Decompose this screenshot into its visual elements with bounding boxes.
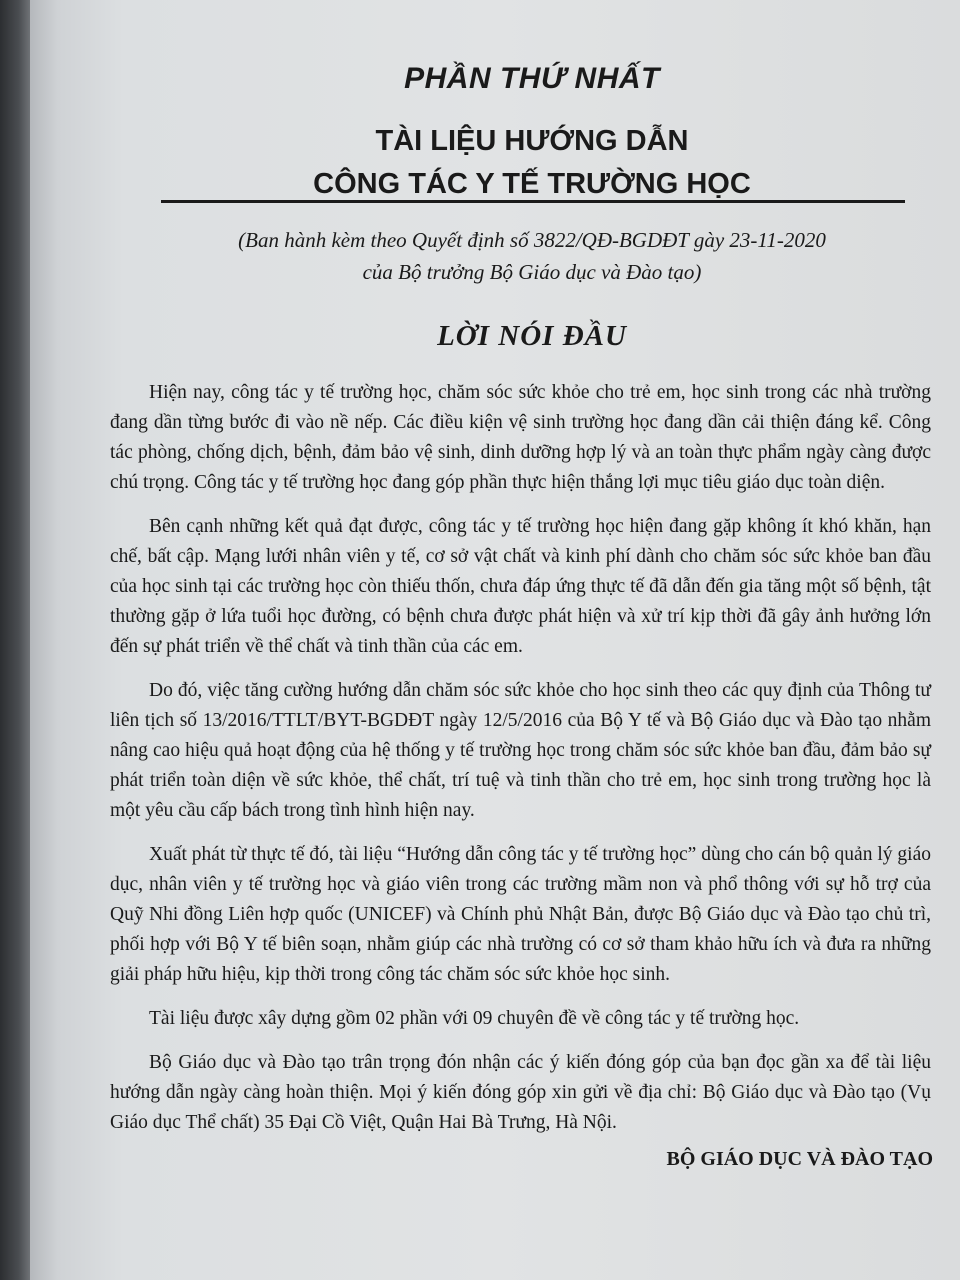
- paragraph-3: Do đó, việc tăng cường hướng dẫn chăm sóc sức khỏe cho học sinh theo các quy định của Thông tư liên tịch số 13/2016/TTLT/BYT-BGDĐT ngày 12/5/2016 của Bộ Y tế và Bộ Giáo dục và Đào tạo nhằm nâng cao hiệu quả hoạt động của hệ thống y tế trường học trong chăm sóc sức khỏe ban đầu, đảm bảo sự phát triển toàn diện về sức khỏe, thể chất, trí tuệ và tinh thần cho trẻ em, học sinh trong trường học là một yêu cầu cấp bách trong tình hình hiện nay.: [110, 680, 931, 821]
- paragraph-1: Hiện nay, công tác y tế trường học, chăm sóc sức khỏe cho trẻ em, học sinh trong các nhà trường đang dần từng bước đi vào nề nếp. Các điều kiện vệ sinh trường học đang dần cải thiện đáng kể. Công tác phòng, chống dịch, bệnh, đảm bảo vệ sinh, dinh dưỡng hợp lý và an toàn thực phẩm ngày càng được chú trọng. Công tác y tế trường học đang góp phần thực hiện thắng lợi mục tiêu giáo dục toàn diện.: [110, 382, 931, 493]
- paragraph-6: Bộ Giáo dục và Đào tạo trân trọng đón nhận các ý kiến đóng góp của bạn đọc gần xa để tài liệu hướng dẫn ngày càng hoàn thiện. Mọi ý kiến đóng góp xin gửi về địa chỉ: Bộ Giáo dục và Đào tạo (Vụ Giáo dục Thể chất) 35 Đại Cồ Việt, Quận Hai Bà Trưng, Hà Nội.: [110, 1052, 931, 1133]
- document-page: [30, 0, 960, 1280]
- issuance-note: [30, 224, 960, 288]
- part-heading: PHẦN THỨ NHẤT: [404, 62, 660, 95]
- title-line-2: CÔNG TÁC Y TẾ TRƯỜNG HỌC: [313, 168, 751, 200]
- book-spine-shadow: [0, 0, 34, 1280]
- preface-body: [110, 378, 931, 1152]
- document-title: [30, 120, 960, 206]
- paragraph-4: Xuất phát từ thực tế đó, tài liệu “Hướng dẫn công tác y tế trường học” dùng cho cán bộ quản lý giáo dục, nhân viên y tế trường học và giáo viên trong các trường mầm non và phổ thông với sự hỗ trợ của Quỹ Nhi đồng Liên hợp quốc (UNICEF) và Chính phủ Nhật Bản, được Bộ Giáo dục và Đào tạo chủ trì, phối hợp với Bộ Y tế biên soạn, nhằm giúp các nhà trường có cơ sở tham khảo hữu ích và đưa ra những giải pháp hữu hiệu, kịp thời trong công tác chăm sóc sức khỏe học sinh.: [110, 844, 931, 985]
- issuance-line-1: (Ban hành kèm theo Quyết định số 3822/QĐ-BGDĐT gày 23-11-2020: [238, 228, 826, 252]
- signature: BỘ GIÁO DỤC VÀ ĐÀO TẠO: [666, 1148, 933, 1170]
- issuance-line-2: của Bộ trưởng Bộ Giáo dục và Đào tạo): [362, 260, 702, 284]
- title-line-1: TÀI LIỆU HƯỚNG DẪN: [375, 125, 689, 157]
- paragraph-2: Bên cạnh những kết quả đạt được, công tác y tế trường học hiện đang gặp không ít khó khăn, hạn chế, bất cập. Mạng lưới nhân viên y tế, cơ sở vật chất và kinh phí dành cho chăm sóc sức khỏe ban đầu của học sinh tại các trường học còn thiếu thốn, chưa đáp ứng thực tế đã dẫn đến gia tăng một số bệnh, tật thường gặp ở lứa tuổi học đường, có bệnh chưa được phát hiện và xử trí kịp thời đã gây ảnh hưởng lớn đến sự phát triển về thể chất và tinh thần của các em.: [110, 516, 931, 657]
- paragraph-5: Tài liệu được xây dựng gồm 02 phần với 09 chuyên đề về công tác y tế trường học.: [149, 1008, 800, 1029]
- title-underline: [161, 200, 905, 203]
- preface-heading: LỜI NÓI ĐẦU: [437, 320, 627, 352]
